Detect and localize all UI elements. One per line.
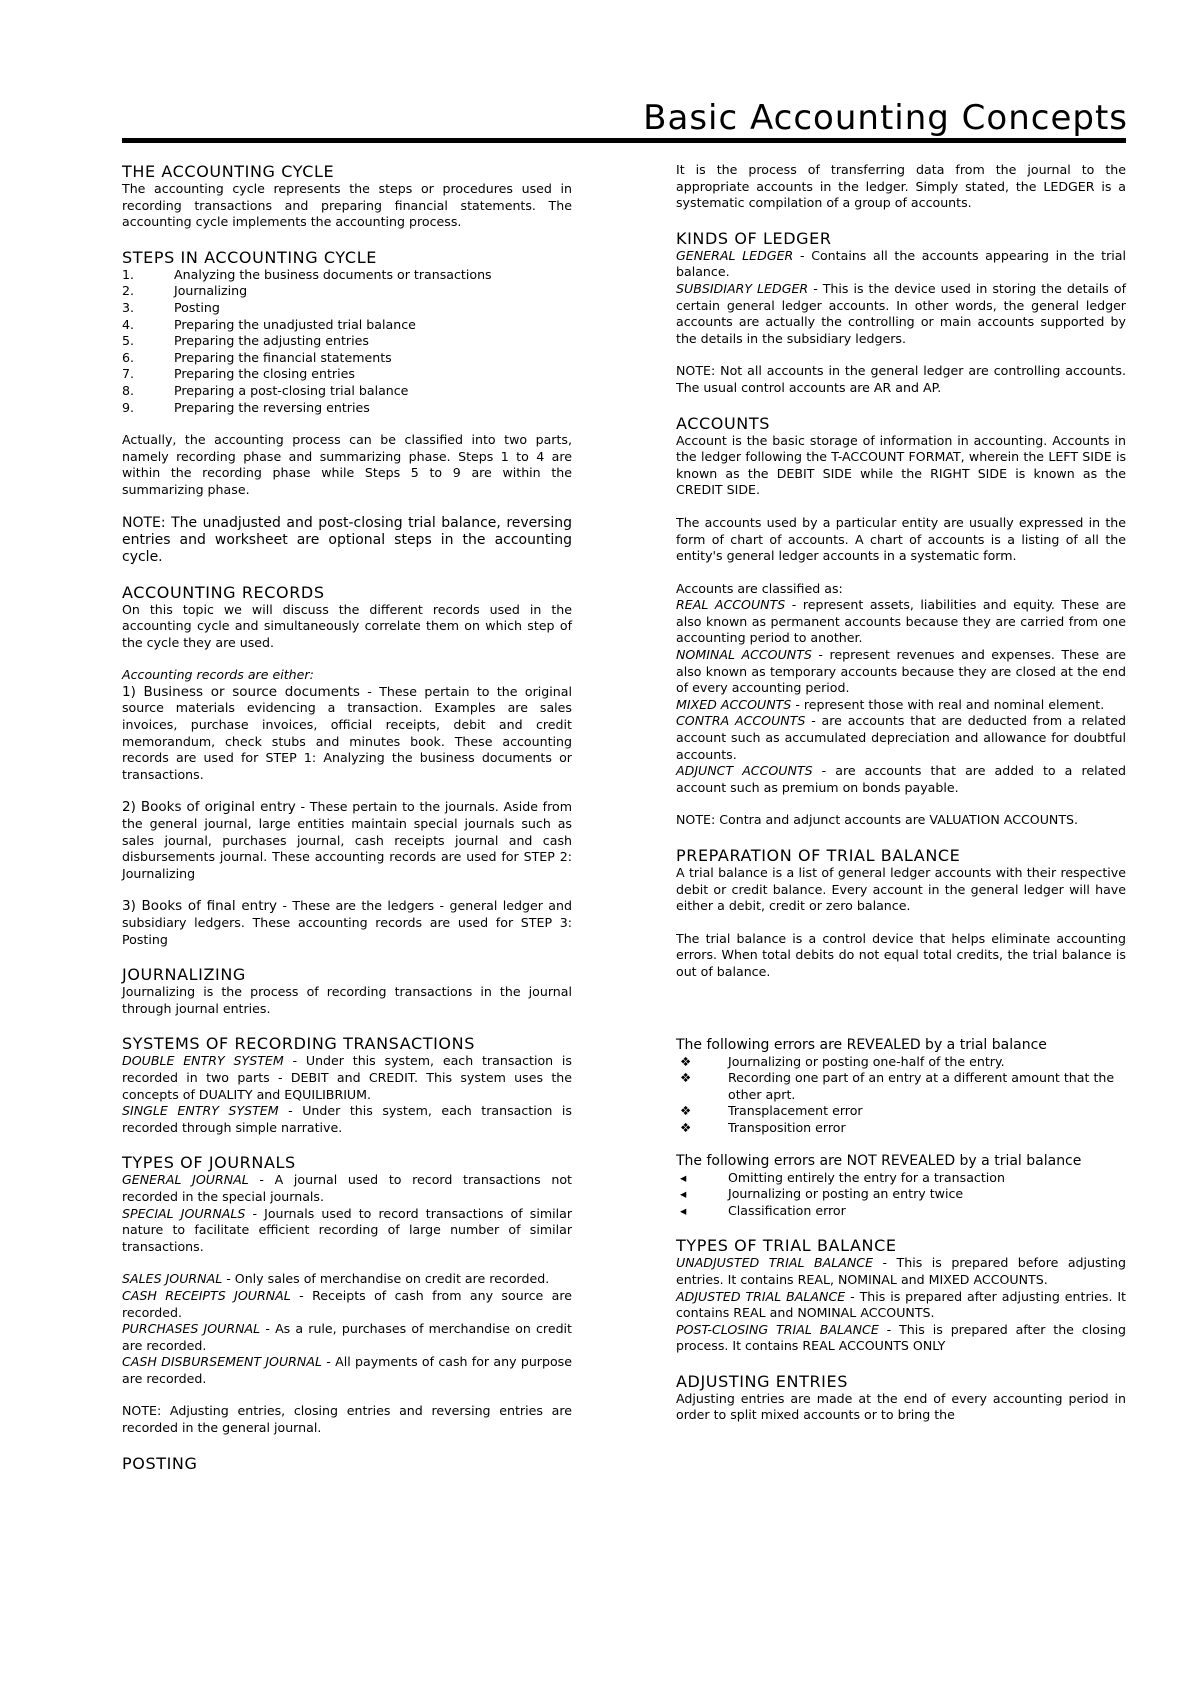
heading-journals: TYPES OF JOURNALS <box>122 1153 296 1173</box>
arrow-bullet-icon: ◂ <box>680 1169 687 1185</box>
section-journals <box>122 1153 572 1436</box>
double-entry-label: DOUBLE ENTRY SYSTEM <box>122 1053 284 1069</box>
unadjusted-tb <box>676 1255 1126 1288</box>
page-title: Basic Accounting Concepts <box>643 98 1128 138</box>
purchases-journal <box>122 1321 572 1354</box>
step-number: 9. <box>122 399 135 415</box>
subsidiary-ledger <box>676 281 1126 347</box>
list-item <box>676 1186 1126 1203</box>
step-text: Preparing a post-closing trial balance <box>174 382 409 398</box>
steps-note: NOTE: The unadjusted and post-closing trial balance, reversing entries and worksheet are optional steps in the accounting cycle. <box>122 514 572 565</box>
records-item-1-label: 1) Business or source documents <box>122 683 360 700</box>
section-adjusting-entries <box>676 1372 1126 1424</box>
purchases-journal-text: - As a rule, purchases of merchandise on credit are recorded. <box>122 1321 572 1353</box>
trial-text-2: The trial balance is a control device that helps eliminate accounting errors. When total debits do not equal total credits, the trial balance is out of balance. <box>676 930 1126 979</box>
section-systems <box>122 1034 572 1136</box>
sales-journal-label: SALES JOURNAL <box>122 1271 223 1287</box>
step-text: Journalizing <box>174 283 248 299</box>
list-item <box>122 366 572 383</box>
heading-posting: POSTING <box>122 1453 198 1473</box>
list-item <box>122 283 572 300</box>
arrow-bullet-icon: ◂ <box>680 1202 687 1218</box>
double-entry-text: - Under this system, each transaction is recorded in two parts - DEBIT and CREDIT. This system uses the concepts of DUALITY and EQUILIBRIUM. <box>122 1053 572 1102</box>
step-number: 3. <box>122 299 135 315</box>
list-item <box>676 1203 1126 1220</box>
list-item <box>122 400 572 417</box>
adjunct-accounts <box>676 763 1126 796</box>
records-either: Accounting records are either: <box>122 667 314 683</box>
step-number: 7. <box>122 366 135 382</box>
adjunct-accounts-text: - are accounts that are added to a related account such as premium on bonds payable. <box>676 763 1126 795</box>
step-number: 5. <box>122 333 135 349</box>
heading-types-of-trial-balance: TYPES OF TRIAL BALANCE <box>676 1236 897 1256</box>
cash-receipts-journal <box>122 1288 572 1321</box>
general-journal-text: - A journal used to record transactions not recorded in the special journals. <box>122 1172 572 1204</box>
adjusted-tb <box>676 1289 1126 1322</box>
right-column <box>676 162 1126 1441</box>
general-journal-label: GENERAL JOURNAL <box>122 1172 249 1188</box>
heading-accounts: ACCOUNTS <box>676 413 771 433</box>
special-journals <box>122 1206 572 1256</box>
post-closing-tb-text: - This is prepared after the closing process. It contains REAL ACCOUNTS ONLY <box>676 1321 1126 1354</box>
cash-disbursement-journal-text: - All payments of cash for any purpose are recorded. <box>122 1354 572 1386</box>
journals-note: NOTE: Adjusting entries, closing entries and reversing entries are recorded in the general journal. <box>122 1403 572 1436</box>
diamond-bullet-icon: ❖ <box>680 1070 692 1086</box>
step-text: Analyzing the business documents or transactions <box>174 266 492 282</box>
not-revealed-text: Omitting entirely the entry for a transaction <box>728 1169 1005 1185</box>
contra-accounts <box>676 713 1126 763</box>
heading-journalizing: JOURNALIZING <box>122 965 246 985</box>
heading-adjusting-entries: ADJUSTING ENTRIES <box>676 1371 848 1391</box>
records-item-3-text: - These are the ledgers - general ledger and subsidiary ledgers. These accounting records are used for STEP 3: Posting <box>122 898 573 947</box>
ledger-note: NOTE: Not all accounts in the general ledger are controlling accounts. The usual control accounts are AR and AP. <box>676 363 1126 395</box>
real-accounts-label: REAL ACCOUNTS <box>676 597 786 613</box>
section-posting <box>122 1454 572 1473</box>
journalizing-text: Journalizing is the process of recording transactions in the journal through journal entries. <box>122 984 572 1016</box>
records-item-2-text: - These pertain to the journals. Aside from the general journal, large entities maintain special journals such as sales journal, purchases journal, cash receipts journal and cash disbursements journal. These accounting records are used for STEP 2: Journalizing <box>122 799 572 881</box>
not-revealed-list <box>676 1170 1126 1220</box>
steps-list <box>122 267 572 416</box>
accounts-note: NOTE: Contra and adjunct accounts are VALUATION ACCOUNTS. <box>676 812 1079 828</box>
revealed-text: Journalizing or posting one-half of the entry. <box>728 1053 1005 1069</box>
list-item <box>676 1120 1126 1137</box>
post-closing-tb-label: POST-CLOSING TRIAL BALANCE <box>676 1321 879 1337</box>
heading-kinds-of-ledger: KINDS OF LEDGER <box>676 228 832 248</box>
single-entry-label: SINGLE ENTRY SYSTEM <box>122 1103 279 1119</box>
cash-receipts-journal-label: CASH RECEIPTS JOURNAL <box>122 1287 291 1303</box>
heading-accounting-cycle: THE ACCOUNTING CYCLE <box>122 162 335 181</box>
step-number: 2. <box>122 283 135 299</box>
accounts-text-1: Account is the basic storage of information in accounting. Accounts in the ledger following the T-ACCOUNT FORMAT, wherein the LEFT SIDE is known as the DEBIT SIDE while the RIGHT SIDE is known as the CREDIT SIDE. <box>676 432 1126 498</box>
cash-receipts-journal-text: - Receipts of cash from any source are recorded. <box>122 1287 573 1320</box>
general-ledger-text: - Contains all the accounts appearing in the trial balance. <box>676 247 1126 280</box>
revealed-list <box>676 1054 1126 1137</box>
records-item-2-label: 2) Books of original entry <box>122 799 296 816</box>
double-entry <box>122 1053 572 1103</box>
step-text: Preparing the reversing entries <box>174 399 370 415</box>
nominal-accounts-text: - represent revenues and expenses. These are also known as temporary accounts because they are closed at the end of every accounting period. <box>676 647 1126 696</box>
step-number: 6. <box>122 349 135 365</box>
contra-accounts-text: - are accounts that are deducted from a related account such as accumulated depreciation and allowance for doubtful accounts. <box>676 713 1126 762</box>
step-text: Posting <box>174 299 220 315</box>
single-entry <box>122 1103 572 1136</box>
heading-accounting-records: ACCOUNTING RECORDS <box>122 582 325 602</box>
purchases-journal-label: PURCHASES JOURNAL <box>122 1321 261 1337</box>
accounting-cycle-text: The accounting cycle represents the steps or procedures used in recording transactions and preparing financial statements. The accounting cycle implements the accounting process. <box>122 181 572 230</box>
revealed-text: Transposition error <box>728 1119 846 1135</box>
step-number: 8. <box>122 382 135 398</box>
revealed-text: Transplacement error <box>728 1103 863 1119</box>
records-item-3 <box>122 898 572 948</box>
unadjusted-tb-text: - This is prepared before adjusting entries. It contains REAL, NOMINAL and MIXED ACCOUNTS. <box>676 1255 1126 1287</box>
list-item <box>122 333 572 350</box>
subsidiary-ledger-text: - This is the device used in storing the details of certain general ledger accounts. In other words, the general ledger accounts are actually the controlling or main accounts supported by the details in the subsidiary ledgers. <box>676 280 1127 346</box>
not-revealed-intro: The following errors are NOT REVEALED by a trial balance <box>676 1152 1082 1169</box>
revealed-intro: The following errors are REVEALED by a trial balance <box>676 1036 1047 1053</box>
posting-text: It is the process of transferring data from the journal to the appropriate accounts in the ledger. Simply stated, the LEDGER is a systematic compilation of a group of accounts. <box>676 162 1126 211</box>
unadjusted-tb-label: UNADJUSTED TRIAL BALANCE <box>676 1255 874 1271</box>
heading-trial-balance: PREPARATION OF TRIAL BALANCE <box>676 846 961 865</box>
steps-paragraph: Actually, the accounting process can be classified into two parts, namely recording phase and summarizing phase. Steps 1 to 4 are within the recording phase while Steps 5 to 9 are within the summarizing phase. <box>122 432 572 497</box>
accounts-classified: Accounts are classified as: <box>676 580 843 596</box>
diamond-bullet-icon: ❖ <box>680 1053 692 1069</box>
step-number: 1. <box>122 266 135 282</box>
list-item <box>676 1103 1126 1120</box>
records-item-1 <box>122 684 572 784</box>
heading-systems: SYSTEMS OF RECORDING TRANSACTIONS <box>122 1034 475 1054</box>
section-accounting-records <box>122 583 572 949</box>
diamond-bullet-icon: ❖ <box>680 1119 692 1135</box>
section-journalizing <box>122 965 572 1017</box>
diamond-bullet-icon: ❖ <box>680 1103 692 1119</box>
list-item <box>676 1170 1126 1187</box>
adjusted-tb-label: ADJUSTED TRIAL BALANCE <box>676 1288 846 1304</box>
list-item <box>676 1070 1126 1103</box>
post-closing-tb <box>676 1322 1126 1355</box>
section-trial-balance <box>676 846 1126 1219</box>
section-accounts <box>676 414 1126 829</box>
adjusting-text: Adjusting entries are made at the end of every accounting period in order to split mixed accounts or to bring the <box>676 1390 1126 1423</box>
trial-text-1: A trial balance is a list of general ledger accounts with their respective debit or credit balance. Every account in the general ledger will have either a debit, credit or zero balance. <box>676 865 1126 914</box>
mixed-accounts-label: MIXED ACCOUNTS <box>676 696 792 712</box>
not-revealed-text: Journalizing or posting an entry twice <box>728 1186 964 1202</box>
records-item-1-text: - These pertain to the original source materials evidencing a transaction. Examples are sales invoices, purchase invoices, official receipts, debit and credit memorandum, check stubs and minutes book. These accounting records are used for STEP 1: Analyzing the business documents or transactions. <box>122 683 572 782</box>
subsidiary-ledger-label: SUBSIDIARY LEDGER <box>676 280 809 296</box>
list-item <box>122 300 572 317</box>
special-journals-text: - Journals used to record transactions of similar nature to facilitate efficient recording of large number of similar transactions. <box>122 1205 572 1254</box>
records-item-3-label: 3) Books of final entry <box>122 898 278 915</box>
cash-disbursement-journal <box>122 1354 572 1387</box>
contra-accounts-label: CONTRA ACCOUNTS <box>676 713 806 729</box>
step-text: Preparing the adjusting entries <box>174 333 369 349</box>
step-text: Preparing the financial statements <box>174 349 392 365</box>
nominal-accounts <box>676 647 1126 697</box>
adjunct-accounts-label: ADJUNCT ACCOUNTS <box>676 763 813 779</box>
sales-journal-text: - Only sales of merchandise on credit are recorded. <box>222 1271 550 1287</box>
section-types-of-trial-balance <box>676 1236 1126 1355</box>
nominal-accounts-label: NOMINAL ACCOUNTS <box>676 647 812 663</box>
arrow-bullet-icon: ◂ <box>680 1186 687 1202</box>
general-ledger <box>676 248 1126 281</box>
left-column <box>122 162 572 1490</box>
list-item <box>122 350 572 367</box>
general-ledger-label: GENERAL LEDGER <box>676 247 794 263</box>
section-kinds-of-ledger <box>676 229 1126 397</box>
step-text: Preparing the closing entries <box>174 366 355 382</box>
revealed-text: Recording one part of an entry at a different amount that the other aprt. <box>728 1070 1115 1102</box>
section-accounting-cycle <box>122 162 572 231</box>
section-posting-continued <box>676 162 1126 212</box>
title-rule <box>122 138 1126 143</box>
section-steps <box>122 248 572 566</box>
adjusted-tb-text: - This is prepared after adjusting entries. It contains REAL and NOMINAL ACCOUNTS. <box>676 1288 1126 1321</box>
heading-steps: STEPS IN ACCOUNTING CYCLE <box>122 247 377 267</box>
records-item-2 <box>122 799 572 882</box>
list-item <box>122 317 572 334</box>
accounts-text-2: The accounts used by a particular entity are usually expressed in the form of chart of accounts. A chart of accounts is a listing of all the entity's general ledger accounts in a systematic form. <box>676 514 1126 564</box>
not-revealed-text: Classification error <box>728 1202 846 1218</box>
records-text: On this topic we will discuss the different records used in the accounting cycle and simultaneously correlate them on which step of the cycle they are used. <box>122 601 572 650</box>
real-accounts-text: - represent assets, liabilities and equity. These are also known as permanent accounts because they are carried from one accounting period to another. <box>676 597 1126 646</box>
sales-journal <box>122 1271 572 1288</box>
cash-disbursement-journal-label: CASH DISBURSEMENT JOURNAL <box>122 1354 322 1370</box>
step-number: 4. <box>122 316 135 332</box>
list-item <box>122 383 572 400</box>
list-item <box>122 267 572 284</box>
general-journal <box>122 1172 572 1205</box>
real-accounts <box>676 597 1126 647</box>
special-journals-label: SPECIAL JOURNALS <box>122 1205 246 1221</box>
mixed-accounts-text: - represent those with real and nominal element. <box>791 696 1105 712</box>
list-item <box>676 1054 1126 1071</box>
step-text: Preparing the unadjusted trial balance <box>174 316 416 332</box>
single-entry-text: - Under this system, each transaction is recorded through simple narrative. <box>122 1103 572 1135</box>
mixed-accounts <box>676 697 1126 714</box>
